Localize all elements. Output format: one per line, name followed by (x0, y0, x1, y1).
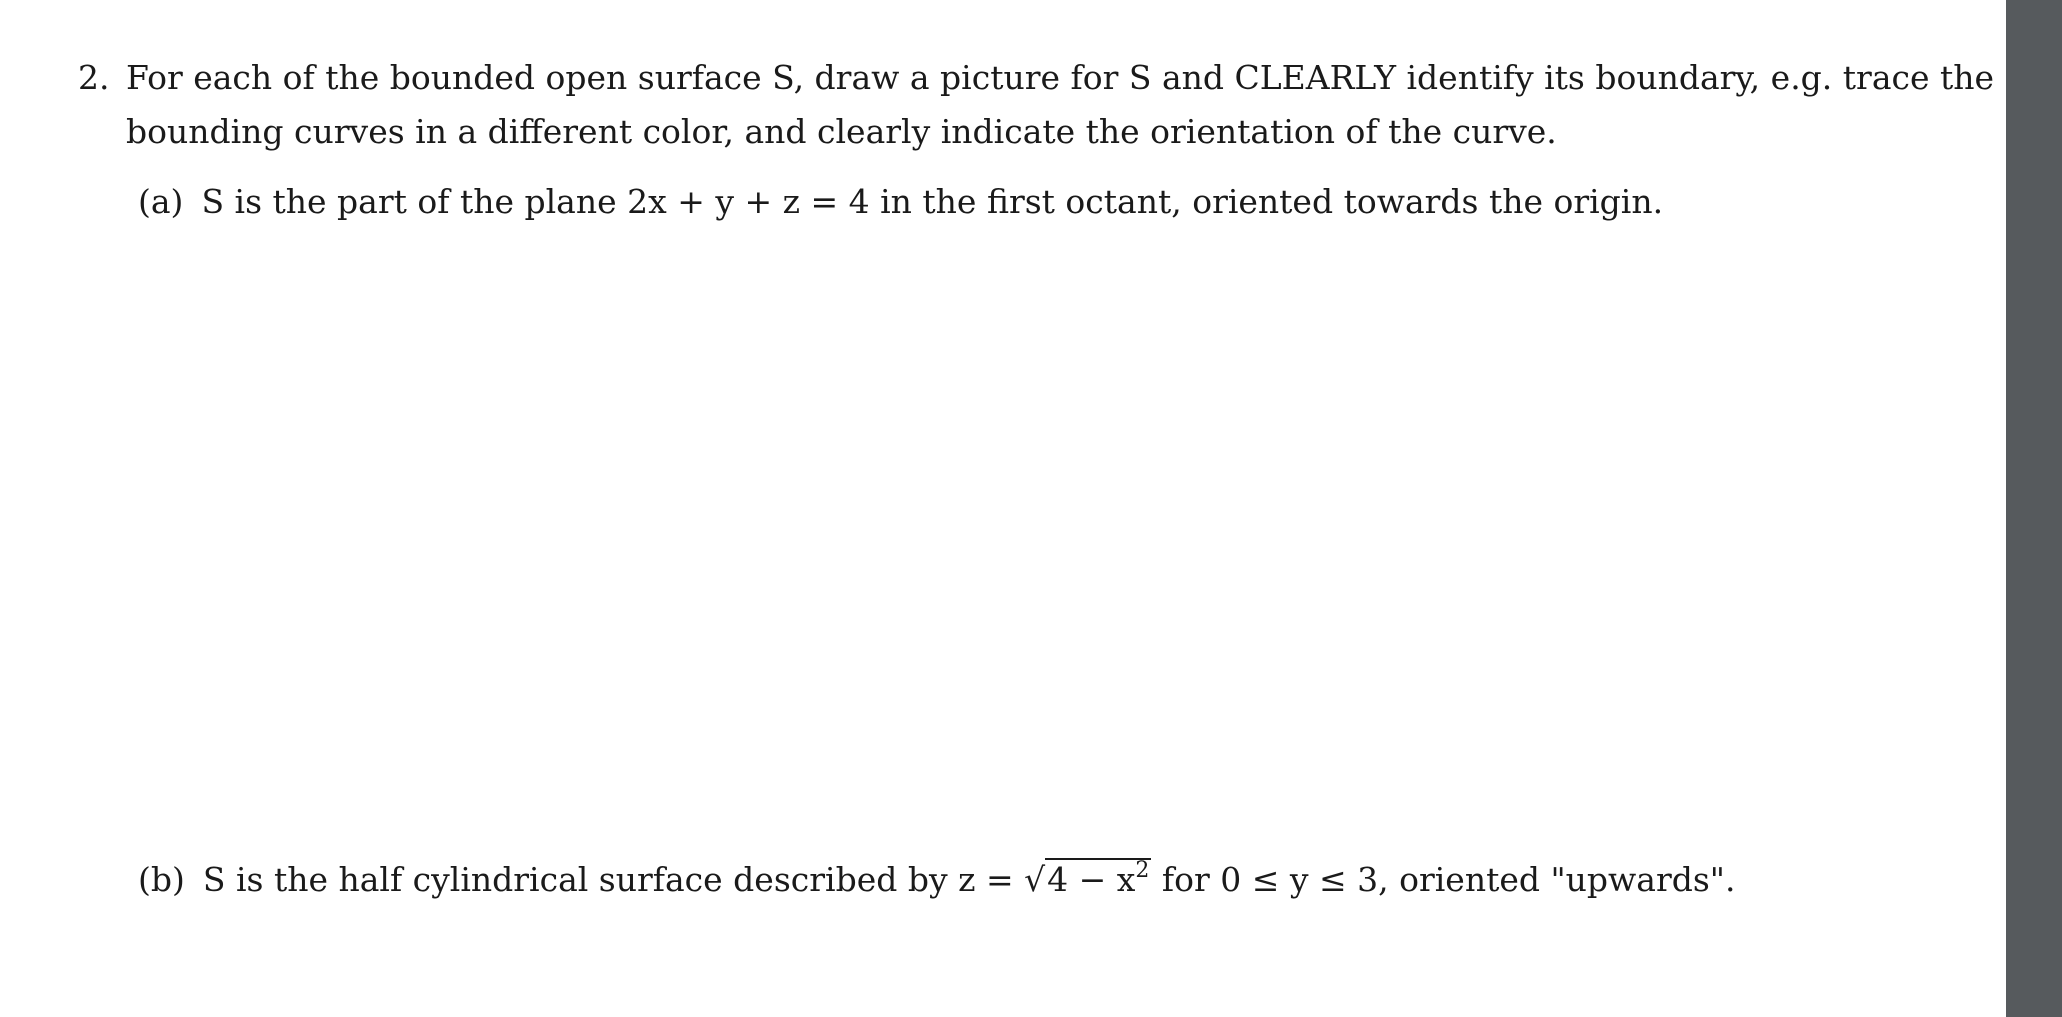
part-b-text-after: for 0 ≤ y ≤ 3, oriented "upwards". (1151, 860, 1736, 899)
sqrt-content: 4 − x (1047, 860, 1136, 899)
square-root-expression (1024, 860, 1151, 900)
part-a-label: (a) (138, 182, 184, 221)
part-b-label: (b) (138, 860, 185, 899)
scrollbar-track[interactable] (2006, 0, 2062, 1017)
problem-intro-line-2: bounding curves in a different color, and clearly indicate the orientation of the curve. (126, 112, 1557, 151)
problem-intro-line-1: For each of the bounded open surface S, draw a picture for S and CLEARLY identify its boundary, e.g. trace the (126, 58, 1995, 97)
part-a (138, 182, 1663, 222)
sqrt-radicand (1045, 858, 1151, 899)
part-b-text-before: S is the half cylindrical surface described by z = (202, 860, 1025, 899)
problem-number: 2. (78, 58, 110, 97)
radical-sign-icon: √ (1024, 860, 1046, 899)
part-a-text: S is the part of the plane 2x + y + z = 4 in the first octant, oriented towards the origin. (201, 182, 1664, 221)
sqrt-exponent: 2 (1135, 858, 1150, 883)
part-b (138, 860, 1735, 900)
